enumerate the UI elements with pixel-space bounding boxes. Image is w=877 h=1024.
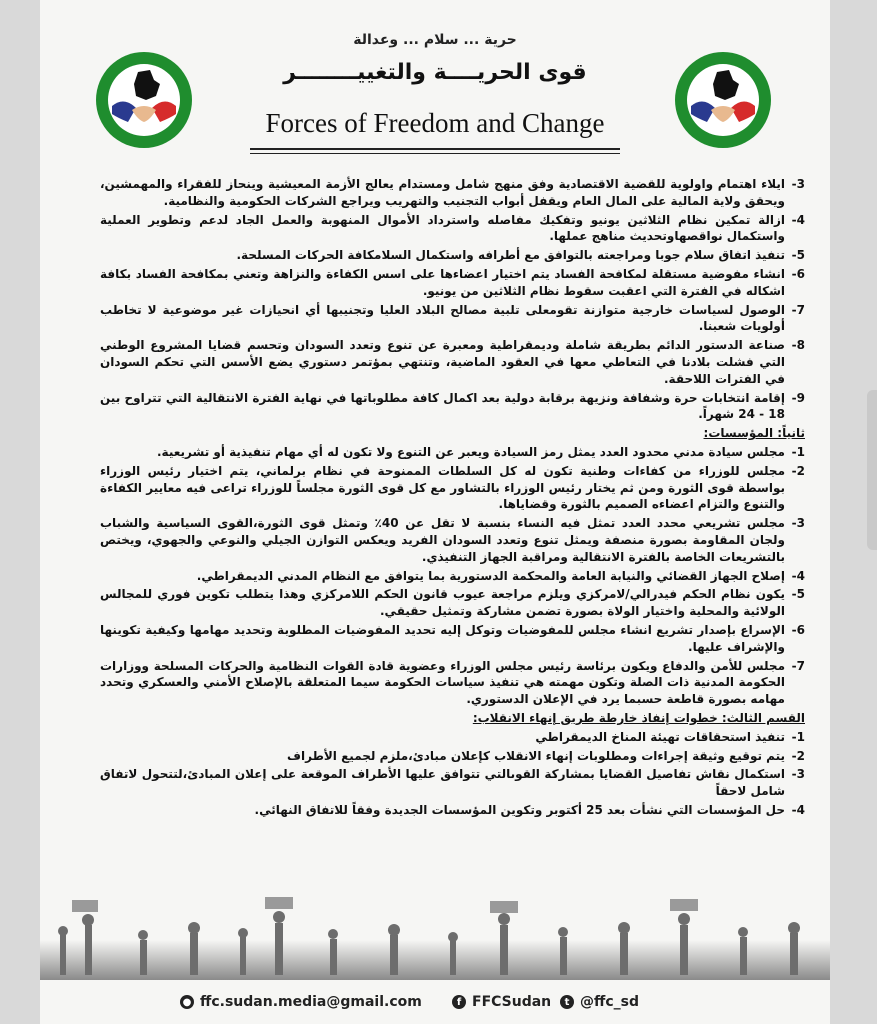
document-page: [40, 0, 830, 1024]
item-text: صناعة الدستور الدائم بطريقة شاملة وديمقراطية ومعبرة عن تنوع وتعدد السودان وتحسم قضايا المشروع الوطني التي فشلت بلادنا في التعاطي معها في العقود الماضية، وتنتهي بمؤتمر دستوري يضع الأسس التي تحكم السودان في الفترات اللاحقة.: [100, 338, 785, 386]
item-text: مجلس تشريعي محدد العدد تمثل فيه النساء بنسبة لا تقل عن 40٪ وتمثل قوى الثورة،القوى السياسية والشباب ولجان المقاومة بصورة منصفة ويمثل تنوع وتعدد السودان الفريد ويعكس التوازن الجيلي والنوعي والجهوي، ويختص بالتشريعات الخاصة بالفترة الانتقالية ومراقبة الجهاز التنفيذي.: [100, 516, 785, 564]
ffc-logo-right: [673, 50, 773, 150]
twitter-contact: [560, 994, 639, 1010]
item-number: 6-: [791, 622, 805, 637]
item-number: 2-: [791, 748, 805, 763]
protest-silhouette-banner: [40, 895, 830, 980]
email-icon: ●: [180, 995, 194, 1009]
email-contact: [180, 994, 422, 1010]
item-text: استكمال نقاش تفاصيل القضايا بمشاركة القوىالتي تتوافق عليها الأطراف الموقعة على إعلان المبادئ،لتتحول لاتفاق شامل لاحقاً: [100, 767, 785, 799]
steps-list: [100, 729, 805, 819]
item-number: 7-: [791, 302, 805, 317]
item-number: 4-: [791, 212, 805, 227]
divider: [250, 153, 620, 154]
item-number: 4-: [791, 568, 805, 583]
twitter-handle: @ffc_sd: [580, 994, 639, 1010]
document-body: [100, 176, 805, 821]
list-item: [100, 729, 805, 746]
scroll-handle[interactable]: [867, 390, 877, 550]
item-text: إصلاح الجهاز القضائي والنيابة العامة والمحكمة الدستورية بما يتوافق مع النظام المدني الديمقراطي.: [196, 568, 785, 583]
contact-footer: [40, 994, 830, 1018]
motto: حرية ... سلام ... وعدالة: [353, 32, 517, 48]
section-heading: ثانياً: المؤسسات:: [703, 426, 805, 441]
facebook-handle: FFCSudan: [472, 994, 552, 1010]
email-address: ffc.sudan.media@gmail.com: [200, 994, 422, 1010]
item-number: 3-: [791, 767, 805, 782]
item-number: 6-: [791, 266, 805, 281]
item-text: مجلس سيادة مدني محدود العدد يمثل رمز السيادة ويعبر عن التنوع ولا تكون له أي مهام تنفيذية أو تشريعية.: [157, 444, 785, 459]
item-text: انشاء مفوضية مستقلة لمكافحة الفساد يتم اختيار اعضاءها على اسس الكفاءة والنزاهة وتعني بمكافحة الفساد بكافة اشكاله في الفترة التي اعقبت سقوط نظام الثلاثين من يونيو.: [100, 266, 785, 298]
item-text: تنفيذ اتفاق سلام جوبا ومراجعته بالتوافق مع أطرافه واستكمال السلامكافة الحركات المسلحة.: [236, 248, 785, 263]
item-number: 1-: [791, 729, 805, 744]
twitter-icon: t: [560, 995, 574, 1009]
list-item: [100, 802, 805, 819]
item-text: ايلاء اهتمام واولوية للقضية الاقتصادية وفق منهج شامل ومستدام يعالج الأزمة المعيشية وينحاز للفقراء والمهمشين، ويحقق ولاية المالية على المال العام ويقفل أبواب التجنيب والتهريب ويراجع الشركات الحكومية والنظامية.: [100, 177, 785, 208]
list-item: [100, 622, 805, 656]
item-number: 3-: [791, 516, 805, 531]
facebook-icon: f: [452, 995, 466, 1009]
list-item: [100, 337, 805, 387]
section-heading: القسم الثالث: خطوات إنفاذ خارطة طريق إنهاء الانقلاب:: [472, 710, 805, 725]
list-item: [100, 515, 805, 565]
list-item: [100, 390, 805, 424]
item-number: 5-: [791, 248, 805, 263]
list-item: [100, 266, 805, 300]
list-item: [100, 212, 805, 246]
list-item: [100, 586, 805, 620]
item-text: تنفيذ استحقاقات تهيئة المناخ الديمقراطي: [535, 729, 785, 744]
item-text: حل المؤسسات التي نشأت بعد 25 أكتوبر وتكوين المؤسسات الجديدة وفقاً للاتفاق النهائي.: [254, 802, 785, 817]
list-item: [100, 302, 805, 336]
item-number: 5-: [791, 587, 805, 602]
item-number: 4-: [791, 802, 805, 817]
item-text: مجلس للأمن والدفاع ويكون برئاسة رئيس مجلس الوزراء وعضوية قادة القوات النظامية والحركات المسلحة ووزارات الحكومة المدنية ذات الصلة وتكون مهمته هي تنفيذ سياسات الحكومة سيما المتعلقة بالإصلاح الأمني والعسكري وتحدد مهامه بصورة قاطعة حسبما يرد في الإعلان الدستوري.: [100, 658, 785, 707]
item-number: 7-: [791, 658, 805, 673]
item-text: الوصول لسياسات خارجية متوازنة تقومعلى تلبية مصالح البلاد العليا وتجنيبها أي انحيازات غير موضوعية لا تخاطب أولويات شعبنا.: [100, 302, 785, 334]
item-text: إقامة انتخابات حرة وشفافة ونزيهة برقابة دولية بعد اكمال كافة مطلوباتها في نهاية الفترة الانتقالية التي تتراوح بين 18 - 24 شهراً.: [100, 390, 785, 422]
list-item: [100, 568, 805, 585]
list-item: [100, 766, 805, 800]
facebook-contact: [452, 994, 551, 1010]
item-text: مجلس للوزراء من كفاءات وطنية تكون له كل السلطات الممنوحة في نظام برلماني، يتم اختيار رئيس الوزراء بواسطة قوى الثورة ومن ثم يختار رئيس الوزراء بالتشاور مع كل قوى الثورة مجلساً للوزراء تراعى فيه معايير الكفاءة والتنوع والتزام اعضاءه الصميم بالثورة وقضاياها.: [100, 463, 785, 512]
item-text: يتم توقيع وثيقة إجراءات ومطلوبات إنهاء الانقلاب كإعلان مبادئ،ملزم لجميع الأطراف: [287, 748, 785, 763]
item-text: الإسراع بإصدار تشريع انشاء مجلس للمفوضيات وتوكل إليه تحديد المفوضيات المطلوبة وتحديد مهامها وكيفية تكوينها والإشراف عليها.: [100, 622, 785, 654]
goals-list: [100, 176, 805, 423]
item-number: 3-: [791, 177, 805, 191]
item-number: 9-: [791, 390, 805, 405]
title-arabic: قوى الحريــــة والتغييــــــــر: [283, 60, 587, 85]
item-number: 1-: [791, 444, 805, 459]
item-text: يكون نظام الحكم فيدرالي/لامركزي ويلزم مراجعة عيوب قانون الحكم اللامركزي وهذا يتطلب تكوين فوري للمجالس الولائية والمحلية واختيار الولاة بصورة تضمن مشاركة وتمثيل حقيقي.: [100, 587, 785, 619]
list-item: [100, 748, 805, 765]
list-item: [100, 658, 805, 708]
institutions-list: [100, 444, 805, 708]
list-item: [100, 463, 805, 513]
item-text: ازالة تمكين نظام الثلاثين يونيو وتفكيك مفاصله واسترداد الأموال المنهوبة والعمل الجاد لدعم وتطوير العملية واستكمال نواقصهاوتحديث مناهج عملها.: [100, 212, 785, 244]
title-english: Forces of Freedom and Change: [265, 108, 605, 138]
divider: [250, 148, 620, 150]
item-number: 8-: [791, 338, 805, 353]
list-item: [100, 444, 805, 461]
item-number: 2-: [791, 463, 805, 478]
ffc-logo-left: [94, 50, 194, 150]
list-item: [100, 176, 805, 210]
list-item: [100, 247, 805, 264]
